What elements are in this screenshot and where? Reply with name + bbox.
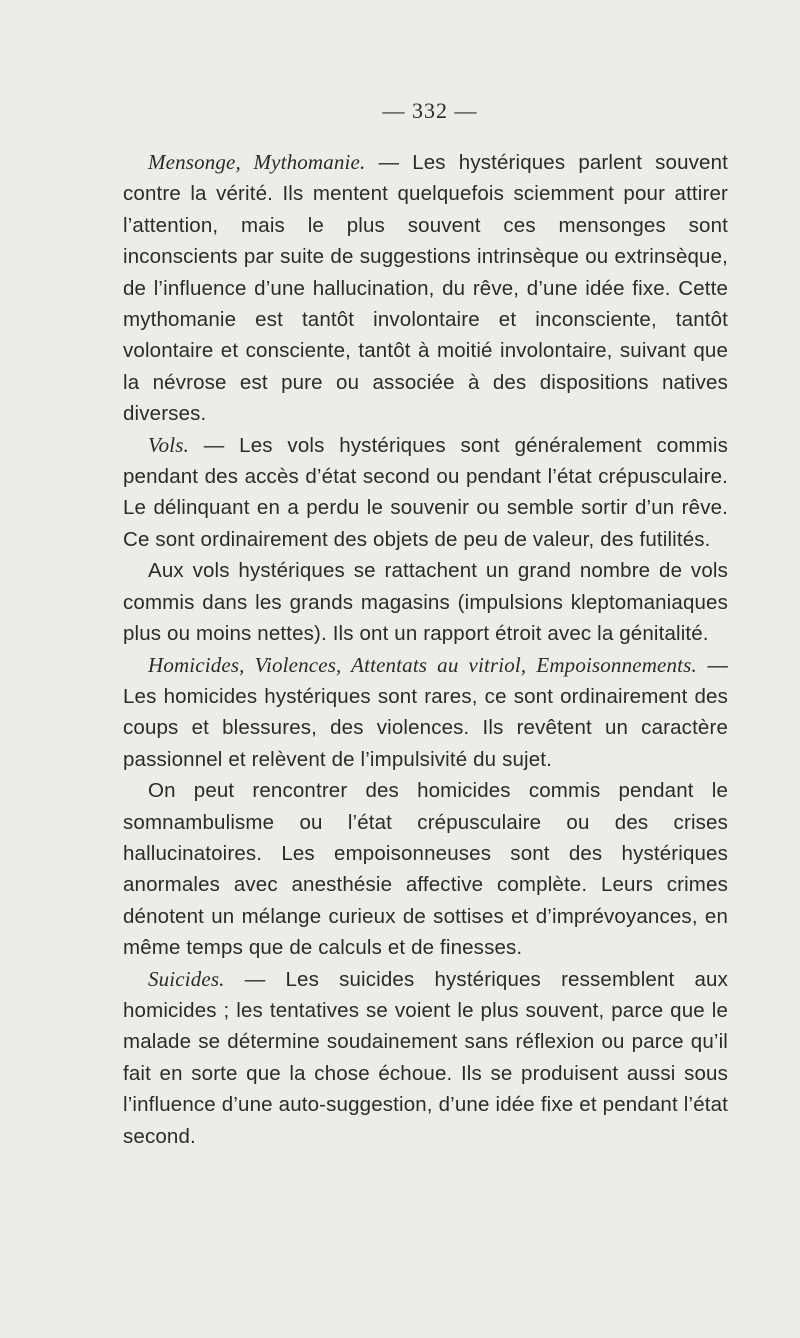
- section-heading-mensonge: Mensonge, Mythomanie.: [148, 150, 366, 174]
- paragraph-vols-continued: [123, 555, 728, 649]
- section-heading-homicides: Homicides, Violences, Attentats au vitriol, Empoisonnements.: [148, 652, 697, 677]
- body-text: [123, 147, 728, 1152]
- paragraph-mensonge: [123, 147, 728, 430]
- paragraph-vols: [123, 430, 728, 556]
- paragraph-text-vols: — Les vols hystériques sont généralement commis pendant des accès d’état second ou pendant l’état crépusculaire. Le délinquant en a perdu le souvenir ou semble sortir d’un rêve. Ce sont ordinairement des objets de peu de valeur, des futilités.: [123, 433, 728, 551]
- paragraph-homicides-continued: [123, 775, 728, 963]
- paragraph-text-mensonge: — Les hystériques parlent souvent contre la vérité. Ils mentent quelquefois sciemment pour attirer l’attention, mais le plus souvent ces mensonges sont inconscients par suite de suggestions intrinsèque ou extrinsèque, de l’influence d’une hallucination, du rêve, d’une idée fixe. Cette mythomanie est tantôt involontaire et inconsciente, tantôt volontaire et consciente, tantôt à moitié involontaire, suivant que la névrose est pure ou associée à des dispositions natives diverses.: [123, 151, 728, 426]
- paragraph-text-homicides-continued: On peut rencontrer des homicides commis pendant le somnambulisme ou l’état crépusculaire ou des crises hallucinatoires. Les empoisonneuses sont des hystériques anormales avec anesthésie affective complète. Leurs crimes dénotent un mélange curieux de sottises et d’imprévoyances, en même temps que de calculs et de finesses.: [123, 779, 728, 960]
- page-number: — 332 —: [382, 98, 478, 123]
- paragraph-text-suicides: — Les suicides hystériques ressemblent aux homicides ; les tentatives se voient le plus souvent, parce que le malade se détermine soudainement sans réflexion ou parce qu’il fait en sorte que la chose échoue. Ils se produisent aussi sous l’influence d’une auto-suggestion, d’une idée fixe et pendant l’état second.: [123, 967, 728, 1148]
- section-heading-suicides: Suicides.: [148, 966, 225, 991]
- paragraph-text-vols-continued: Aux vols hystériques se rattachent un grand nombre de vols commis dans les grands magasins (impulsions kleptomaniaques plus ou moins nettes). Ils ont un rapport étroit avec la génitalité.: [123, 559, 728, 646]
- section-heading-vols: Vols.: [148, 432, 190, 457]
- paragraph-suicides: [123, 964, 728, 1152]
- paragraph-text-homicides: — Les homicides hystériques sont rares, ce sont ordinairement des coups et blessures, des violences. Ils revêtent un caractère passionnel et relèvent de l’impulsivité du sujet.: [123, 653, 728, 771]
- paragraph-homicides: [123, 650, 728, 776]
